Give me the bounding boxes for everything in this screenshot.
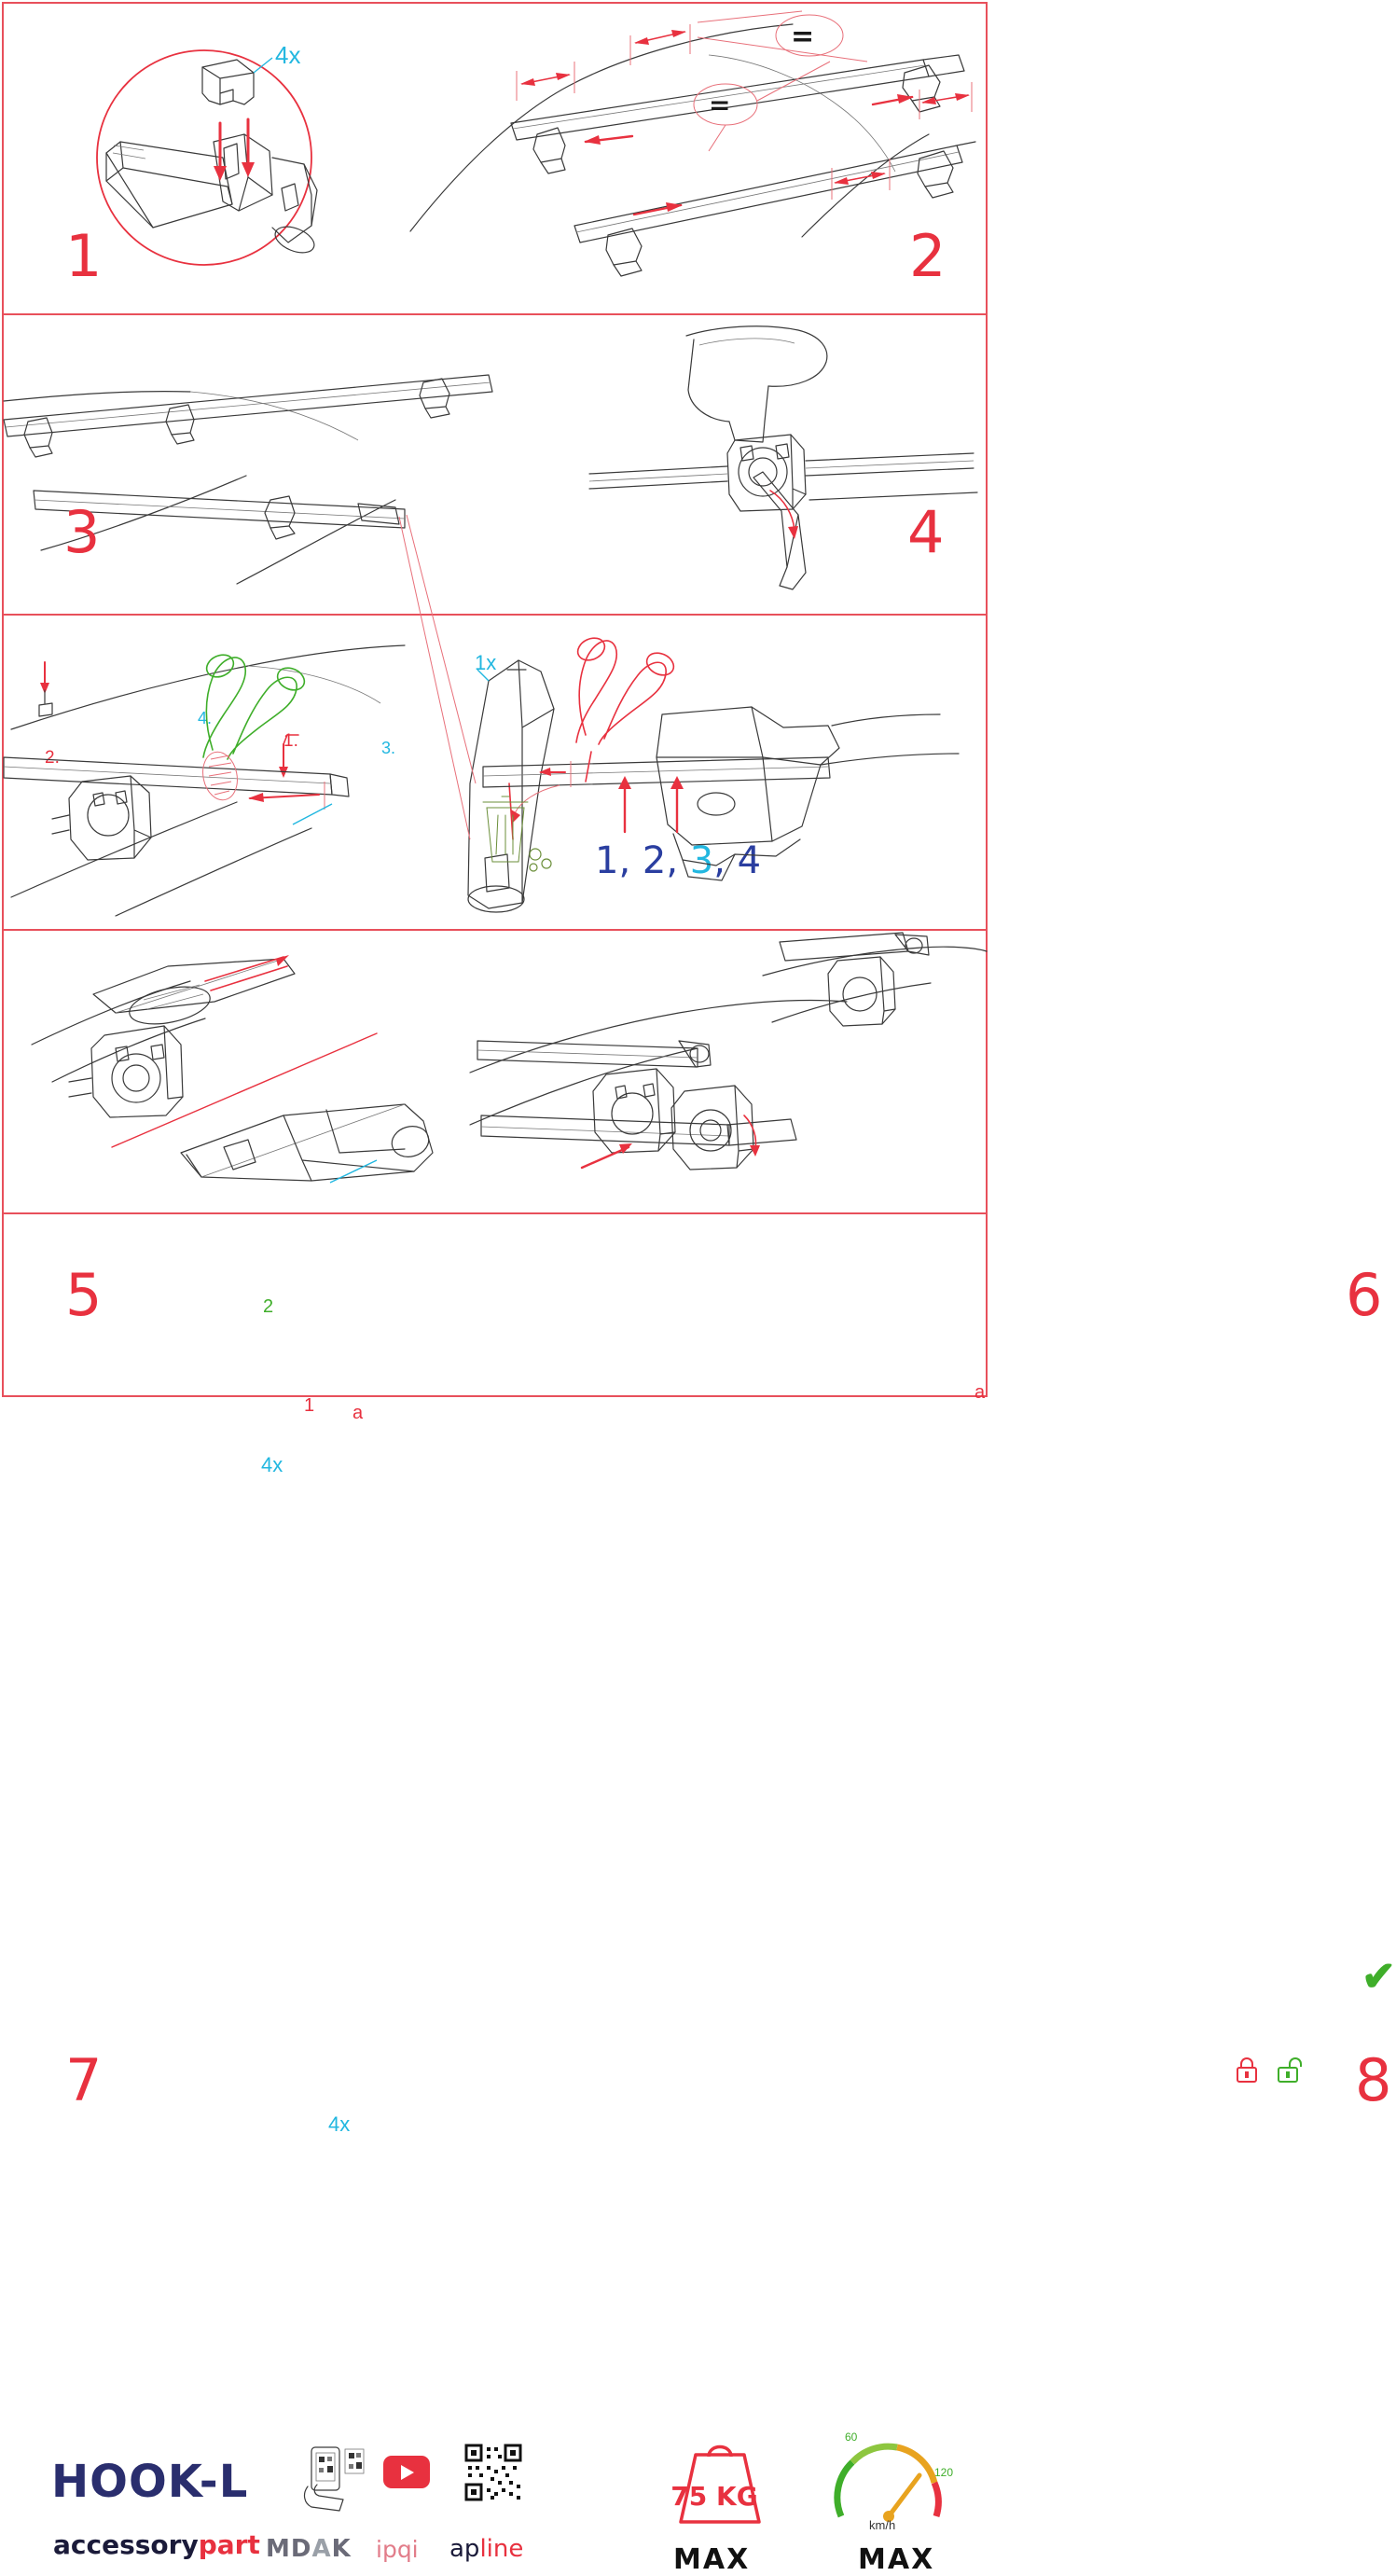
step-6-illustration [455,617,987,927]
qr-code-icon [464,2444,522,2501]
step-3-label-4: 4. [198,709,213,727]
step-4-sequence: 1, 2, 3, 4 [595,839,762,882]
step-5-illustration [4,617,451,927]
youtube-play-icon[interactable] [383,2456,430,2488]
step-2-number: 2 [909,222,948,290]
product-title: HOOK-L [51,2456,249,2508]
step-4-number: 4 [907,498,947,566]
logo-mdak: MDAK [266,2535,352,2563]
lock-closed-icon [1237,2057,1259,2085]
step-5-label-a: a [352,1403,364,1423]
step-7-qty-label: 4x [328,2112,351,2136]
seq-num-4: 4 [737,839,762,882]
speed-unit-label: km/h [869,2518,896,2532]
step-1-qty-label: 4x [275,41,301,69]
step-2-equal-sign-2: = [709,90,731,120]
divider-row-1 [2,313,988,315]
step-3-label-2: 2. [45,748,60,768]
brand-accessorypart [53,2529,260,2560]
step-7-illustration [4,933,461,1211]
step-5-qty-label: 4x [261,1453,283,1476]
brand-accessory-text: accessory [53,2529,199,2560]
step-2-panel [401,4,987,312]
lock-open-icon [1278,2057,1304,2085]
seq-num-1: 1 [595,839,619,882]
step-7-panel [4,933,461,2136]
step-1-illustration [4,4,395,312]
step-4-illustration [576,317,987,612]
step-3-illustration [4,317,573,612]
step-8-number: 8 [1355,2046,1394,2114]
step-7-number: 7 [65,2046,104,2114]
step-1-number: 1 [65,222,104,290]
speed-tick-high: 120 [934,2466,954,2479]
logo-apline: apline [449,2535,524,2563]
max-speed-caption: MAX [858,2543,935,2576]
step-8-check-icon: ✔ [1361,1954,1396,2000]
step-5-label-1: 1 [304,1395,315,1416]
logo-ipqi: ipqi [376,2536,419,2563]
step-5-label-2: 2 [263,1296,274,1317]
step-1-panel [4,4,395,312]
max-load-value: 75 KG [670,2481,758,2512]
speed-tick-low: 60 [845,2431,858,2444]
step-2-equal-sign-1: = [791,21,815,53]
max-load-caption: MAX [673,2543,751,2576]
brand-part-text: part [198,2529,260,2560]
step-3-label-1: 1. [283,731,298,751]
step-5-panel [4,617,451,1476]
divider-row-2 [2,614,988,616]
seq-num-2: 2 [642,839,667,882]
divider-row-3 [2,929,988,931]
step-3-label-3: 3. [381,739,396,757]
step-2-illustration [401,4,987,312]
step-8-panel [464,933,1396,2114]
step-3-panel [4,317,573,768]
step-8-illustration [464,933,987,1211]
step-4-panel [576,317,987,882]
step-3-number: 3 [63,498,103,566]
seq-num-3: 3 [689,839,714,882]
step-3-qty-label: 1x [475,651,497,674]
step-6-number: 6 [1346,1261,1385,1329]
step-6-panel [455,617,1385,1403]
phone-qr-scan-icon [300,2445,366,2513]
step-6-label-a: a [974,1382,986,1403]
step-5-number: 5 [65,1261,104,1329]
